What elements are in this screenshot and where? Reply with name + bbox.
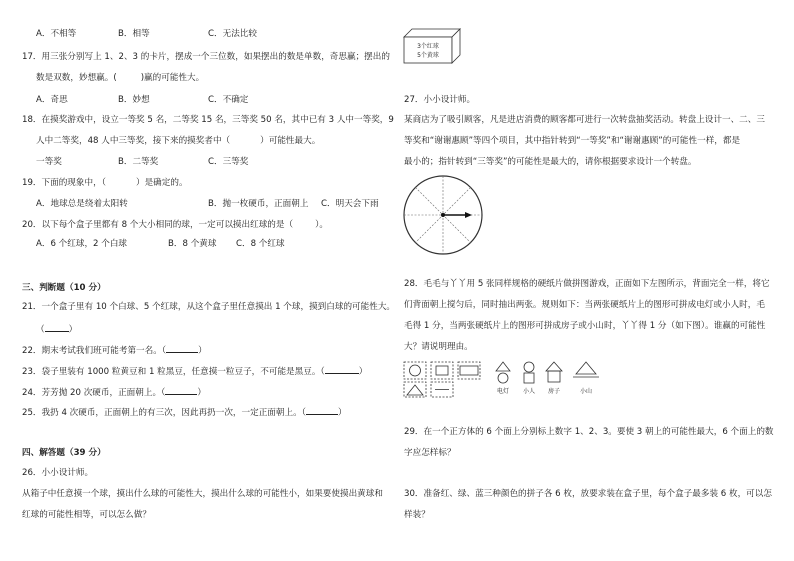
q18-option-b: B．二等奖 (118, 157, 159, 167)
q28-line2: 们背面朝上搅匀后，同时抽出两张。规则如下：当两张硬纸片上的图形可拼成电灯或小人时，毛 (404, 300, 765, 310)
spinner-wheel (402, 174, 484, 256)
figure-label-person: 小人 (522, 388, 536, 395)
box-label-red: 3个红球 (417, 43, 439, 50)
q25: 25．我扔 4 次硬币，正面朝上的有三次，因此再扔一次，一定正面朝上。（ ） (22, 405, 347, 419)
q28-line1: 28．毛毛与丫丫用 5 张同样规格的硬纸片做拼图游戏，正面如下左图所示，背面完全一样，将它 (404, 279, 770, 289)
q24: 24．芳芳抛 20 次硬币，正面朝上。（ ） (22, 385, 206, 399)
q26-line2: 红球的可能性相等，可以怎么做？ (22, 510, 151, 520)
q18-option-c: C．三等奖 (208, 157, 249, 167)
q20-option-b: B．8 个黄球 (168, 239, 217, 249)
q26-title: 26．小小设计师。 (22, 468, 94, 478)
box-label-yellow: 5个黄球 (417, 52, 439, 59)
figure-label-mountain: 小山 (579, 388, 593, 395)
q28-line4: 大？请说明理由。 (404, 342, 473, 352)
q16-option-a: A．不相等 (36, 29, 77, 39)
q30-line2: 样装？ (404, 510, 430, 520)
q22: 22．期末考试我们班可能考第一名。（ ） (22, 343, 207, 357)
q17-option-b: B．妙想 (118, 95, 150, 105)
q17-option-c: C．不确定 (208, 95, 249, 105)
q19-option-a: A．地球总是绕着太阳转 (36, 199, 128, 209)
q27-line3: 最小的；指针转到“三等奖”的可能性是最大的，请你根据要求设计一个转盘。 (404, 157, 697, 167)
q17-line2: 数是双数，妙想赢。( )赢的可能性大。 (36, 73, 205, 83)
section-4-heading: 四、解答题（39 分） (22, 448, 106, 458)
q20-stem: 20．以下每个盒子里都有 8 个大小相同的球，一定可以摸出红球的是（ ）。 (22, 220, 328, 230)
q21-line1: 21．一个盒子里有 10 个白球、5 个红球，从这个盒子里任意摸出 1 个球，摸到白球的可能性大。 (22, 302, 396, 312)
q20-option-a: A．6 个红球，2 个白球 (36, 239, 128, 249)
q19-stem: 19．下面的现象中，（ ）是确定的。 (22, 178, 188, 188)
q29-line2: 字应怎样标？ (404, 448, 456, 458)
q16-option-b: B．相等 (118, 29, 150, 39)
q29-line1: 29．在一个正方体的 6 个面上分别标上数字 1、2、3。要使 3 朝上的可能性最大，6 个面上的数 (404, 427, 774, 437)
q23: 23．袋子里装有 1000 粒黄豆和 1 粒黑豆，任意摸一粒豆子，不可能是黑豆。（ ） (22, 364, 367, 378)
q21-line2: （ ） (36, 322, 77, 336)
q27-line2: 等奖和“谢谢惠顾”等四个项目，其中指针转到“一等奖”和“谢谢惠顾”的可能性一样，都是 (404, 136, 741, 146)
q27-line1: 某商店为了吸引顾客，凡是进店消费的顾客都可进行一次转盘抽奖活动。转盘上设计一、二、三 (404, 115, 765, 125)
q18-line1: 18．在摸奖游戏中，设立一等奖 5 名，二等奖 15 名，三等奖 50 名，其中已有 3 人中一等奖，9 (22, 115, 394, 125)
q30-line1: 30．准备红、绿、蓝三种颜色的拼子各 6 枚，放要求装在盒子里，每个盒子最多装 6 枚，可以怎 (404, 489, 772, 499)
figure-label-house: 房子 (547, 388, 561, 395)
puzzle-cards-figure (403, 360, 613, 400)
q28-line3: 毛得 1 分，当两张硬纸片上的图形可拼成房子或小山时，丫丫得 1 分（如下图）。谁赢的可能性 (404, 321, 766, 331)
section-3-heading: 三、判断题（10 分） (22, 283, 106, 293)
q19-option-b: B．抛一枚硬币，正面朝上 (208, 199, 309, 209)
q20-option-c: C．8 个红球 (236, 239, 285, 249)
q16-option-c: C．无法比较 (208, 29, 257, 39)
q17-line1: 17．用三张分别写上 1、2、3 的卡片，摆成一个三位数，如果摆出的数是单数，奇思赢；摆出的 (22, 52, 390, 62)
q17-option-a: A．奇思 (36, 95, 68, 105)
ball-box-figure (404, 29, 464, 65)
q18-option-a: 一等奖 (36, 157, 62, 167)
q19-option-c: C．明天会下雨 (321, 199, 379, 209)
figure-label-lamp: 电灯 (496, 388, 510, 395)
q26-line1: 从箱子中任意摸一个球，摸出什么球的可能性大，摸出什么球的可能性小，如果要使摸出黄球和 (22, 489, 383, 499)
q18-line2: 人中二等奖，48 人中三等奖，接下来的摸奖者中（ ）可能性最大。 (36, 136, 321, 146)
q27-title: 27．小小设计师。 (404, 95, 476, 105)
